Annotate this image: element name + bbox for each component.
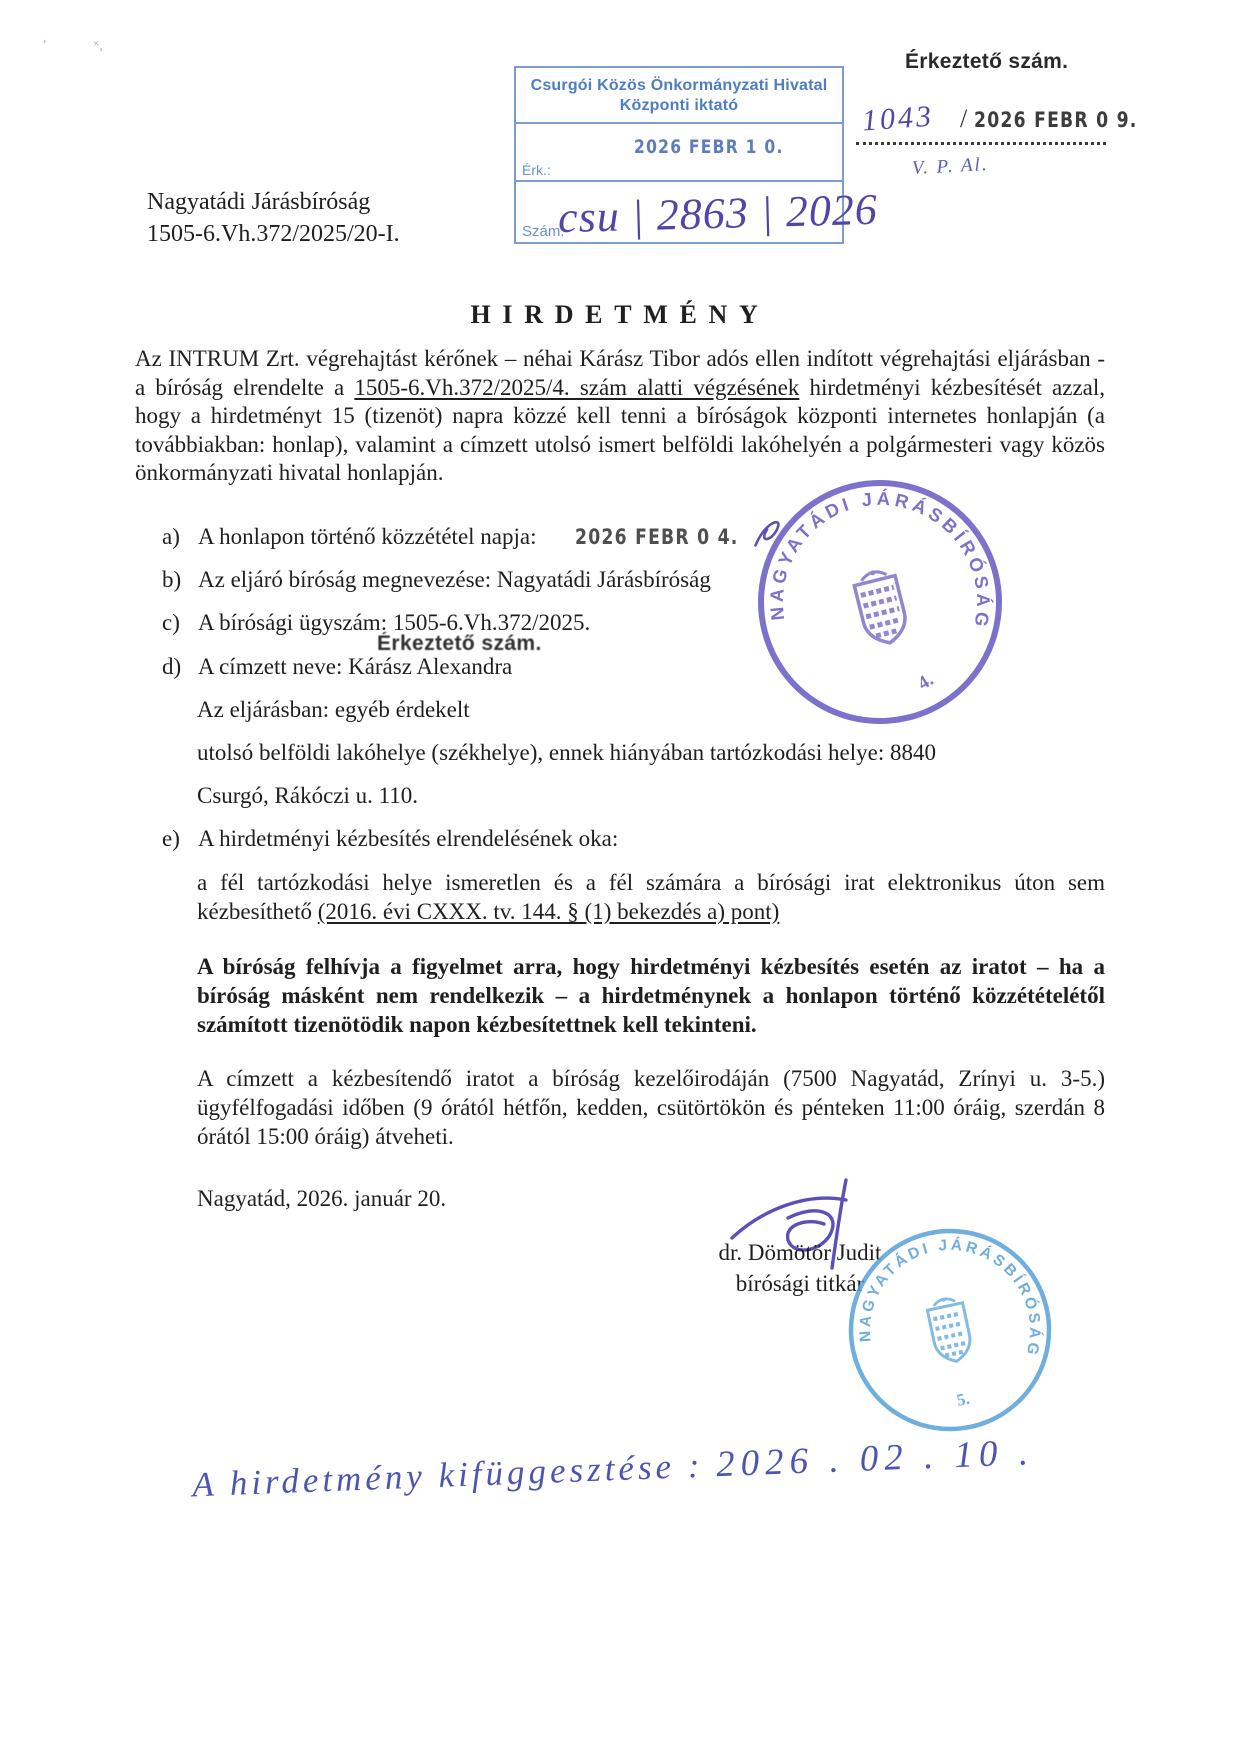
list-text-a: A honlapon történő közzététel napja: xyxy=(198,524,537,549)
receipt-number-row xyxy=(856,99,1138,145)
list-text-d: A címzett neve: Kárász Alexandra xyxy=(198,654,513,679)
list-text-c: A bírósági ügyszám: 1505-6.Vh.372/2025. xyxy=(198,610,591,635)
stamp-number-top: 4. xyxy=(914,669,938,695)
intro-before: Az INTRUM Zrt. végrehajtást kérőnek – néhai Kárász Tibor adós ellen indított végrehajtási eljárásban - a bíróság elrendelte a xyxy=(135,346,1105,400)
handwritten-registry-number: csu | 2863 | 2026 xyxy=(557,184,879,243)
receipt-separator: / xyxy=(960,104,968,133)
intro-underlined-ruling: 1505-6.Vh.372/2025/4. szám alatti végzésének xyxy=(354,374,800,400)
municipal-office-stamp-header xyxy=(516,68,842,124)
place-date-line: Nagyatád, 2026. január 20. xyxy=(197,1186,447,1211)
scan-mark: ˟, xyxy=(92,37,104,54)
list-marker-c: c) xyxy=(162,610,180,635)
receipt-number-label: Érkeztető szám. xyxy=(905,50,1069,73)
list-marker-a: a) xyxy=(162,524,180,549)
reason-statute-underlined: (2016. évi CXXX. tv. 144. § (1) bekezdés a) pont) xyxy=(317,898,780,924)
office-name: Csurgói Közös Önkormányzati Hivatal xyxy=(530,77,828,94)
coat-of-arms xyxy=(926,1294,975,1365)
signer-role: bírósági titkár xyxy=(735,1271,865,1296)
court-round-stamp-bottom xyxy=(824,1204,1075,1455)
bleed-through-receipt-stamp: Érkeztető szám. xyxy=(377,632,542,655)
court-round-stamp-top xyxy=(725,447,1035,757)
intro-after: hirdetményi kézbesítését azzal, hogy a hirdetményt 15 (tizenöt) napra közzé kell tenni a bíróságok központi internetes honlapján (a továbbiakban: honlap), valamint a címzett utolsó ismert belföldi lakóhelyén a polgármesteri vagy közös önkormányzati hivatal honlapján. xyxy=(135,374,1106,485)
stamp-circular-text: NAGYATÁDI JÁRÁSBÍRÓSÁG xyxy=(856,1236,1044,1360)
stamp-number-bottom: 5. xyxy=(954,1388,972,1410)
list-marker-d: d) xyxy=(162,654,182,679)
list-item-e xyxy=(162,826,618,852)
received-date-row xyxy=(516,124,842,182)
list-text-b: Az eljáró bíróság megnevezése: Nagyatádi Járásbíróság xyxy=(198,567,711,592)
list-item-d xyxy=(162,654,512,680)
received-label: Érk.: xyxy=(522,162,551,178)
signer-name: dr. Dömötör Judit xyxy=(718,1240,882,1265)
handwritten-initials: V. P. Al. xyxy=(911,154,990,179)
list-d-role-line: Az eljárásban: egyéb érdekelt xyxy=(197,697,470,722)
number-label: Szám: xyxy=(522,223,565,240)
list-item-a xyxy=(162,524,774,550)
list-text-e: A hirdetményi kézbesítés elrendelésének oka: xyxy=(198,826,619,851)
pickup-paragraph: A címzett a kézbesítendő iratot a bíróság kezelőirodáján (7500 Nagyatád, Zrínyi u. 3-5.) ügyfélfogadási időben (9 órától hétfőn, kedden, csütörtökön és pénteken 11:00 óráig, szerdán 8 órától 15:00 óráig) átveheti. xyxy=(197,1066,1105,1149)
list-marker-e: e) xyxy=(162,826,180,851)
posting-note-text: A hirdetmény kifüggesztése : xyxy=(191,1445,705,1505)
scan-mark: ʻ xyxy=(40,35,49,52)
publication-date-stamp: 2026 FEBR 0 4. xyxy=(574,525,739,549)
court-case-number: 1505-6.Vh.372/2025/20-I. xyxy=(147,221,400,247)
court-header xyxy=(147,186,400,250)
reason-before: a fél tartózkodási helye ismeretlen és a fél számára a bírósági irat elektronikus úton sem kézbesíthető xyxy=(197,870,1105,924)
list-e-reason xyxy=(197,869,1105,926)
receipt-date-stamp: 2026 FEBR 0 9. xyxy=(974,108,1138,132)
handwritten-posting-note xyxy=(191,1432,1035,1507)
coat-of-arms xyxy=(852,565,911,647)
list-marker-b: b) xyxy=(162,567,182,592)
posting-note-date: 2026 . 02 . 10 . xyxy=(715,1432,1035,1486)
received-date-stamp: 2026 FEBR 1 0. xyxy=(634,136,784,158)
list-d-address-line: utolsó belföldi lakóhelye (székhelye), ennek hiányában tartózkodási helye: 8840 xyxy=(197,740,936,765)
office-department: Központi iktató xyxy=(619,97,739,114)
list-item-b xyxy=(162,567,711,593)
list-d-address-line2: Csurgó, Rákóczi u. 110. xyxy=(197,783,419,808)
court-name: Nagyatádi Járásbíróság xyxy=(147,189,371,215)
handwritten-receipt-number: 1043 xyxy=(860,99,936,138)
document-title: HIRDETMÉNY xyxy=(470,300,770,329)
notice-paragraph: A bíróság felhívja a figyelmet arra, hogy hirdetményi kézbesítés esetén az iratot – ha a bíróság másként nem rendelkezik – a hirdetménynek a honlapon történő közzétételétől számított tizenötödik napon kézbesítettnek kell tekinteni. xyxy=(197,954,1105,1037)
stamp-circular-text: NAGYATÁDI JÁRÁSBÍRÓSÁG xyxy=(765,487,995,633)
